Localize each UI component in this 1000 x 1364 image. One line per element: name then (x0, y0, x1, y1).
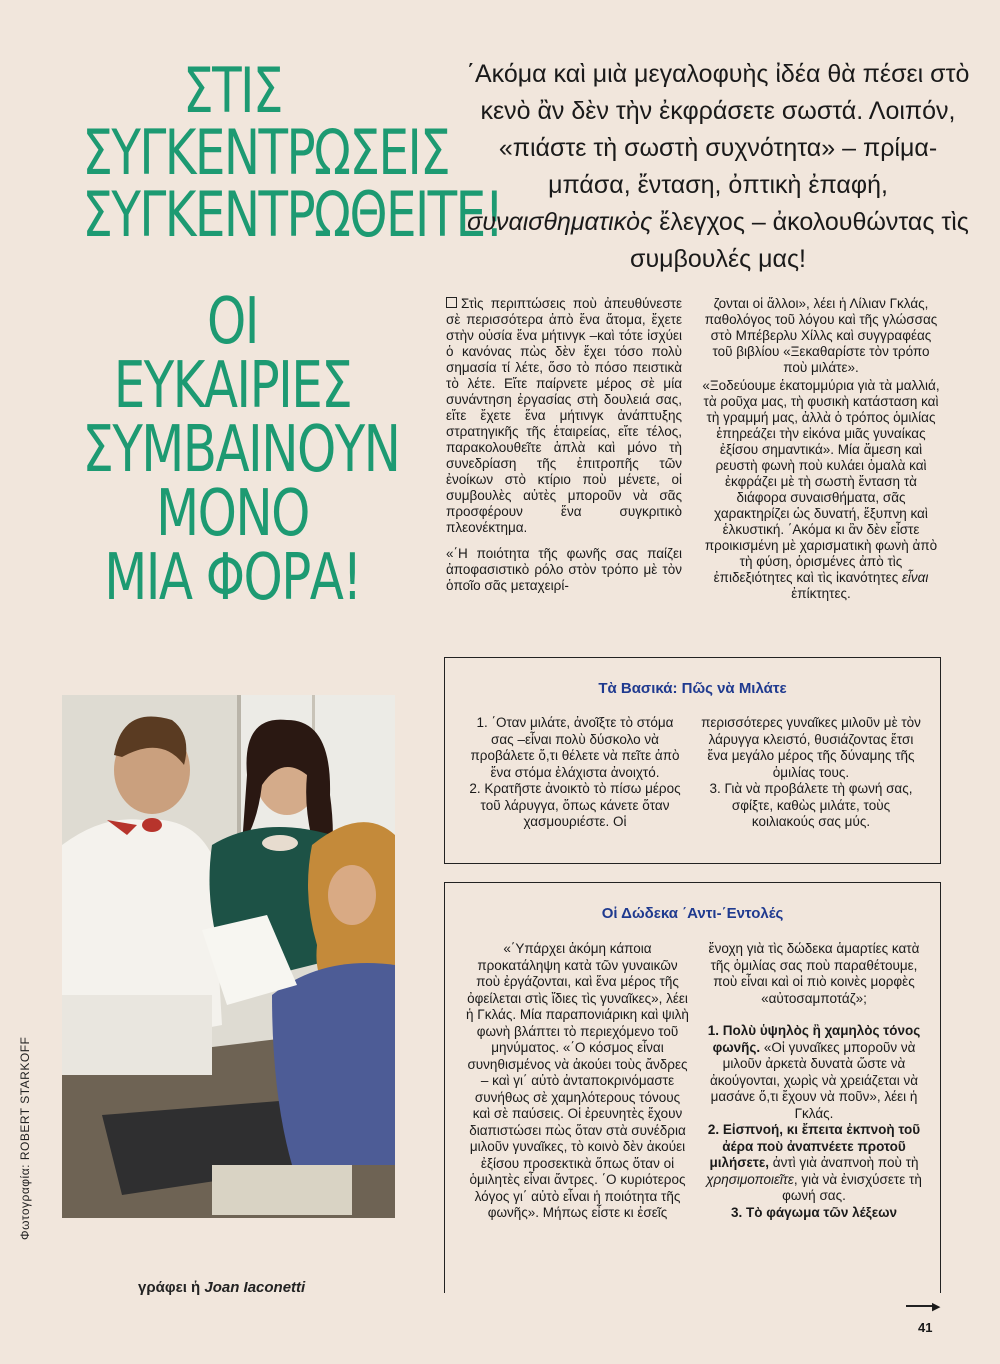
body-paragraph: ζονται οἱ ἄλλοι», λέει ἡ Λίλιαν Γκλάς, παθολόγος τοῦ λόγου καὶ τῆς γλώσσας στὸ Μπέβερλυ Χίλλς καὶ συγγραφέας τοῦ βιβλίου «Ξεκαθαρίστε τὸν τρόπο ποὺ μιλάτε». (704, 296, 938, 375)
office-meeting-photo (62, 695, 395, 1218)
headline-line: ΣΤΙΣ (183, 54, 282, 127)
basics-box-column-1: 1. ΄Οταν μιλάτε, ἀνοῖξτε τὸ στόμα σας –εἶναι πολὺ δύσκολο νὰ προβάλετε ὅ,τι θέλετε νὰ πεῖτε ἀπὸ ἕνα στόμα ἐλάχιστα ἀνοιχτό. 2. Κρατῆστε ἀνοικτὸ τὸ πίσω μέρος τοῦ λάρυγγα, ὅπως κάνετε ὅταν χασμουριέστε. Οἱ (469, 715, 681, 829)
commandments-box-title: Οἱ Δώδεκα ΄Αντι-΄Εντολές (601, 905, 784, 922)
basics-box-title: Τὰ Βασικά: Πῶς νὰ Μιλάτε (598, 680, 787, 697)
headline-line: ΣΥΜΒΑΙΝΟΥΝ (82, 413, 400, 487)
continue-arrow-icon: ▶ (932, 1301, 941, 1313)
byline: γράφει ἡ Joan Iaconetti (138, 1279, 306, 1296)
main-headline (82, 54, 503, 251)
square-bullet-icon (446, 297, 457, 308)
commandments-box (444, 882, 941, 1293)
headline-line: ΜΙΑ ΦΟΡΑ! (104, 541, 361, 615)
photo-illustration (62, 695, 395, 1218)
headline-line: ΣΥΓΚΕΝΤΡΩΘΕΙΤΕ! (82, 178, 503, 251)
body-paragraph: «΄Η ποιότητα τῆς φωνῆς σας παίζει ἀποφασιστικὸ ρόλο στὸν τρόπο μὲ τὸν ὁποῖο σᾶς μεταχειρί- (446, 546, 682, 593)
headline-line: ΜΟΝΟ (156, 477, 309, 551)
body-paragraph: Στὶς περιπτώσεις ποὺ ἀπευθύνεστε σὲ περισσότερα ἀπὸ ἕνα ἄτομα, ἔχετε στὴν οὐσία ἕνα μήτινγκ –καὶ τότε ἰσχύει ὁ κανόνας πὼς δὲν ἔχει τόσο πολὺ σημασία τί λέτε, ὅσο τὸ πόσο πειστικὰ τὸ λέτε. Εἴτε παίρνετε μέρος σὲ μία συνάντηση ἐργασίας στὴ δουλειά σας, εἴτε ἔχετε ἕνα μήτινγκ ἀνάπτυξης στρατηγικῆς τῆς ἑταιρείας, εἴτε τέλος, παρακολουθεῖτε ἁπλὰ καὶ μόνο τὴ συνεδρίαση τῆς ἐπιτροπῆς τῶν ἐνοίκων στὸ κτίριο ποὺ μένετε, οἱ συμβουλὲς αὐτὲς μποροῦν νὰ σᾶς προσφέρουν ἕνα συγκριτικὸ πλεονέκτημα. (446, 296, 682, 535)
lead-paragraph: ΄Ακόμα καὶ μιὰ μεγαλοφυὴς ἰδέα θὰ πέσει στὸ κενὸ ἂν δὲν τὴν ἐκφράσετε σωστά. Λοιπόν, «πιάστε τὴ σωστὴ συχνότητα» – πρίμα-μπάσα, ἔνταση, ὀπτικὴ ἐπαφή, συναισθηματικὸς ἔλεγχος – ἀκολουθώντας τὶς συμβουλές μας! (466, 60, 970, 273)
page-number: 41 (918, 1320, 933, 1335)
secondary-headline (82, 285, 400, 615)
commandments-box-column-2: ἔνοχη γιὰ τὶς δώδεκα ἁμαρτίες κατὰ τῆς ὁμιλίας σας ποὺ παραθέτουμε, ποὺ εἶναι καὶ οἱ πιὸ κοινὲς μορφὲς «αὐτοσαμποτάζ»; 1. Πολὺ ὑψηλὸς ἢ χαμηλὸς τόνος φωνῆς. «Οἱ γυναῖκες μποροῦν νὰ μιλοῦν ἀρκετὰ δυνατὰ ὥστε νὰ ἀκούγονται, χωρὶς νὰ χρειάζεται νὰ μασάνε ὅ,τι ἔχουν νὰ ποῦν», λέει ἡ Γκλάς. 2. Εἰσπνοή, κι ἔπειτα ἐκπνοὴ τοῦ ἀέρα ποὺ ἀναπνέετε προτοῦ μιλήσετε, ἀντὶ γιὰ ἀναπνοὴ ποὺ τὴ χρησιμοποιεῖτε, γιὰ νὰ ἐνισχύσετε τὴ φωνή σας. 3. Τὸ φάγωμα τῶν λέξεων (706, 941, 922, 1220)
body-column-1 (446, 296, 682, 604)
headline-line: ΟΙ ΕΥΚΑΙΡΙΕΣ (113, 285, 352, 423)
lead-emphasis: συναισθηματικὸς (467, 208, 653, 236)
author-name: Joan Iaconetti (204, 1279, 306, 1296)
body-column-2 (700, 296, 942, 612)
basics-box (444, 657, 941, 864)
body-paragraph: «Ξοδεύουμε ἑκατομμύρια γιὰ τὰ μαλλιά, τὰ ροῦχα μας, τὴ φυσικὴ κατάσταση καὶ τὴ γραμμή μας, ἀλλὰ ὁ τρόπος ὁμιλίας ἐπηρεάζει τὴν εἰκόνα μιᾶς γυναίκας ἐξίσου σημαντικά». Μία ἄμεση καὶ ρευστὴ φωνὴ ποὺ κυλάει ὁμαλὰ καὶ ἐκφράζει μὲ τὴ σωστὴ ἔνταση τὰ διάφορα συναισθήματα, σᾶς χαρακτηρίζει ὡς δυνατή, ἔξυπνη καὶ ἑλκυστική. ΄Ακόμα κι ἂν δὲν εἶστε προικισμένη μὲ χαρισματικὴ φωνὴ ἀπὸ τὴ φύση, ὁρισμένες ἀπὸ τὶς ἐπιδεξιότητες καὶ τὶς ἱκανότητες εἶναι ἐπίκτητες. (702, 378, 940, 601)
basics-box-column-2: περισσότερες γυναῖκες μιλοῦν μὲ τὸν λάρυγγα κλειστό, θυσιάζοντας ἔτσι ἕνα μεγάλο μέρος τῆς δύναμης τῆς ὁμιλίας τους. 3. Γιὰ νὰ προβάλετε τὴ φωνή σας, σφίξτε, καθὼς μιλάτε, τοὺς κοιλιακούς σας μύς. (701, 715, 921, 829)
photo-credit: Φωτογραφία: ROBERT STARKOFF (18, 1036, 32, 1240)
commandments-box-column-1: «΄Υπάρχει ἀκόμη κάποια προκατάληψη κατὰ τῶν γυναικῶν ποὺ ἐργάζονται, καὶ ἕνα μέρος τῆς ὀφείλεται στὶς ἴδιες τὶς γυναῖκες», λέει ἡ Γκλάς. Μία παραπονιάρικη καὶ ψιλὴ φωνὴ βλάπτει τὸ περιεχόμενο τοῦ μηνύματος. «΄Ο κόσμος εἶναι συνηθισμένος νὰ ἀκούει τοὺς ἄνδρες – καὶ γι΄ αὐτὸ ἀνταποκρινόμαστε συνήθως σὲ χαμηλότερους τόνους καὶ σὲ παύσεις. Οἱ ἐρευνητὲς ἔχουν διαπιστώσει πὼς ὅταν στὰ συνέδρια μιλοῦν γυναῖκες, τὸ κοινὸ δὲν ἀκούει ἐξίσου προσεκτικὰ ὅπως ὅταν οἱ ὁμιλητὲς εἶναι ἄντρες. ΄Ο κυριότερος λόγος γι΄ αὐτὸ εἶναι ἡ ποιότητα τῆς φωνῆς». Μήπως εἶστε κι ἐσεῖς (466, 941, 689, 1220)
headline-line: ΣΥΓΚΕΝΤΡΩΣΕΙΣ (82, 116, 450, 189)
